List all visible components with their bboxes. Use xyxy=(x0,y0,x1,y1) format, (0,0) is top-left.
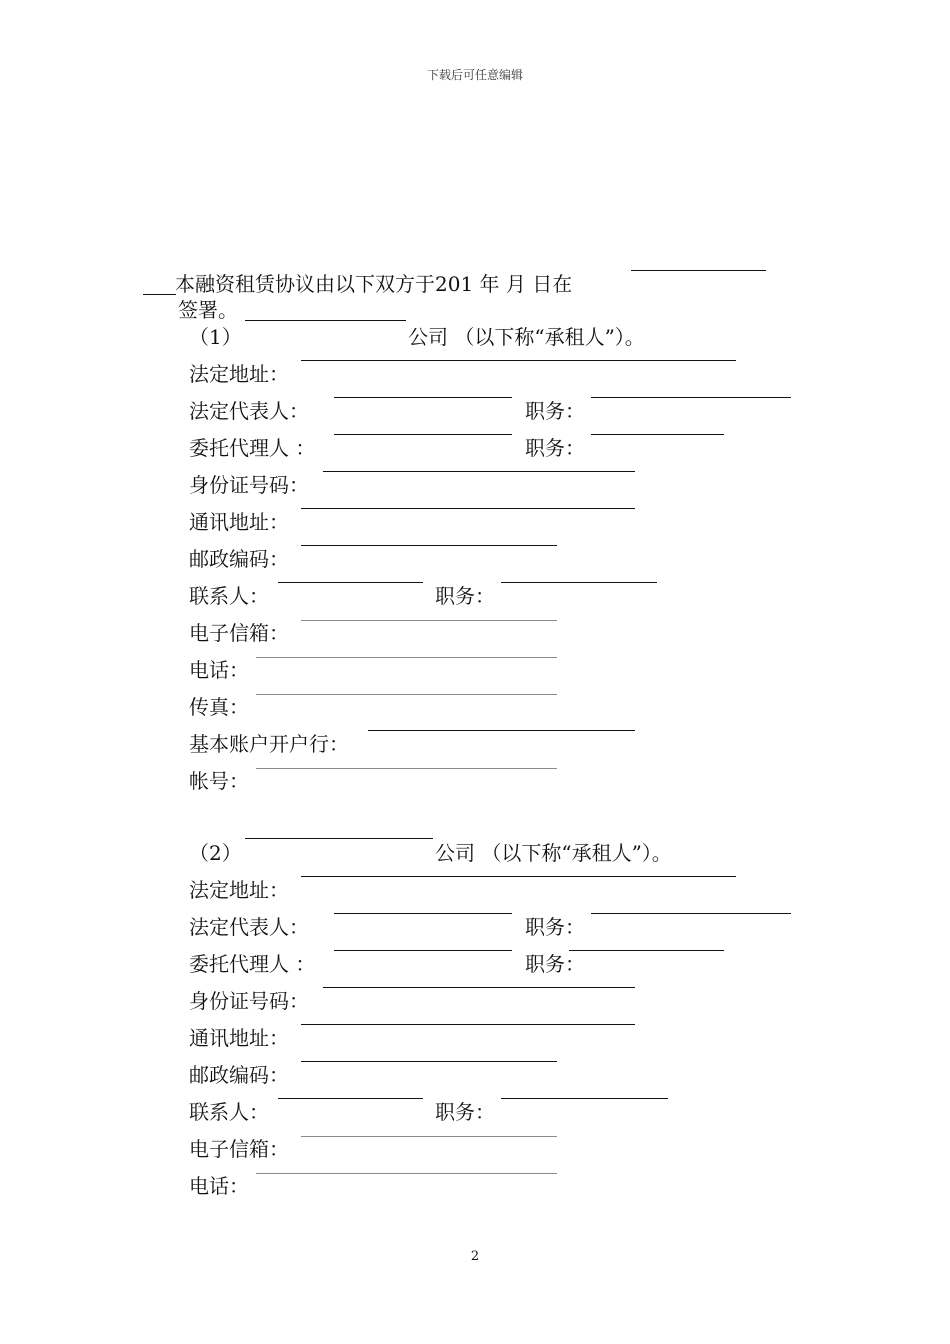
party-1-title-blank[interactable] xyxy=(591,397,791,398)
party-2-index: （2） xyxy=(189,841,242,865)
party-2-phone-blank[interactable] xyxy=(256,1173,557,1174)
party-1-mail-address-blank[interactable] xyxy=(301,508,635,509)
party-1-email-blank[interactable] xyxy=(301,620,557,621)
party-2-mail-address-blank[interactable] xyxy=(301,1024,635,1025)
party-1-legal-rep-label: 法定代表人： xyxy=(189,399,309,423)
party-1-contact-blank[interactable] xyxy=(278,582,423,583)
party-1-legal-rep-blank[interactable] xyxy=(334,397,512,398)
page-number: 2 xyxy=(470,1249,480,1264)
party-2-company-suffix: 公司 （以下称“承租人”）。 xyxy=(435,841,672,865)
intro-line-2: 签署。 xyxy=(178,298,238,322)
party-1-agent-label: 委托代理人 ： xyxy=(189,436,316,460)
party-2-email-label: 电子信箱： xyxy=(189,1137,289,1161)
signing-place-blank-continued[interactable] xyxy=(143,294,176,295)
party-2-postal-code-label: 邮政编码： xyxy=(189,1063,289,1087)
party-2-agent-title-blank[interactable] xyxy=(569,950,724,951)
party-2-legal-rep-blank[interactable] xyxy=(334,913,512,914)
party-2-email-blank[interactable] xyxy=(301,1136,557,1137)
party-2-phone-label: 电话： xyxy=(189,1174,249,1198)
party-1-bank-blank[interactable] xyxy=(368,730,635,731)
party-1-contact-title-label: 职务： xyxy=(435,584,495,608)
party-1-agent-title-blank[interactable] xyxy=(591,434,724,435)
party-1-account-label: 帐号： xyxy=(189,769,249,793)
party-2-contact-title-label: 职务： xyxy=(435,1100,495,1124)
intro-line-1: 本融资租赁协议由以下双方于201 年 月 日在 xyxy=(175,272,573,296)
party-2-title-blank[interactable] xyxy=(591,913,791,914)
party-2-agent-title-label: 职务： xyxy=(525,952,585,976)
party-1-legal-address-blank[interactable] xyxy=(301,360,736,361)
party-2-id-label: 身份证号码： xyxy=(189,989,309,1013)
party-1-bank-label: 基本账户开户行： xyxy=(189,732,349,756)
party-1-phone-label: 电话： xyxy=(189,658,249,682)
party-2-company-blank[interactable] xyxy=(245,838,433,839)
party-1-account-blank[interactable] xyxy=(256,768,557,769)
party-1-title-label: 职务： xyxy=(525,399,585,423)
party-2-postal-code-blank[interactable] xyxy=(301,1061,557,1062)
party-2-contact-label: 联系人： xyxy=(189,1100,269,1124)
party-1-postal-code-label: 邮政编码： xyxy=(189,547,289,571)
party-2-id-blank[interactable] xyxy=(323,987,635,988)
party-1-agent-title-label: 职务： xyxy=(525,436,585,460)
party-1-company-suffix: 公司 （以下称“承租人”）。 xyxy=(408,325,645,349)
party-2-contact-title-blank[interactable] xyxy=(501,1098,668,1099)
party-2-title-label: 职务： xyxy=(525,915,585,939)
party-1-postal-code-blank[interactable] xyxy=(301,545,557,546)
party-1-phone-blank[interactable] xyxy=(256,657,557,658)
party-2-legal-rep-label: 法定代表人： xyxy=(189,915,309,939)
party-1-contact-label: 联系人： xyxy=(189,584,269,608)
party-2-legal-address-blank[interactable] xyxy=(301,876,736,877)
party-1-id-blank[interactable] xyxy=(323,471,635,472)
party-1-email-label: 电子信箱： xyxy=(189,621,289,645)
party-1-index: （1） xyxy=(189,325,242,349)
party-1-contact-title-blank[interactable] xyxy=(501,582,657,583)
party-1-id-label: 身份证号码： xyxy=(189,473,309,497)
party-1-mail-address-label: 通讯地址： xyxy=(189,510,289,534)
party-2-legal-address-label: 法定地址： xyxy=(189,878,289,902)
party-2-contact-blank[interactable] xyxy=(278,1098,423,1099)
party-2-mail-address-label: 通讯地址： xyxy=(189,1026,289,1050)
party-1-fax-label: 传真： xyxy=(189,695,249,719)
party-2-agent-label: 委托代理人 ： xyxy=(189,952,316,976)
signing-place-blank[interactable] xyxy=(631,270,766,271)
party-1-fax-blank[interactable] xyxy=(256,694,557,695)
party-1-legal-address-label: 法定地址： xyxy=(189,362,289,386)
party-2-agent-blank[interactable] xyxy=(334,950,512,951)
party-1-company-blank[interactable] xyxy=(245,320,406,321)
party-1-agent-blank[interactable] xyxy=(334,434,512,435)
page-header: 下载后可任意编辑 xyxy=(426,68,523,82)
